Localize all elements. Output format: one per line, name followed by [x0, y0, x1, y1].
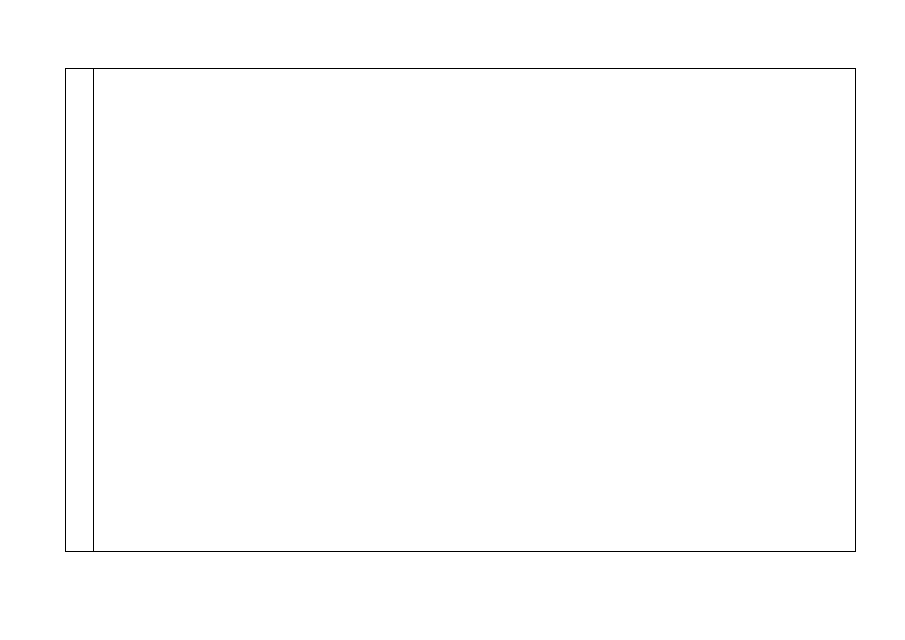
- formula-table: [65, 68, 856, 552]
- table-left-column: [66, 69, 94, 551]
